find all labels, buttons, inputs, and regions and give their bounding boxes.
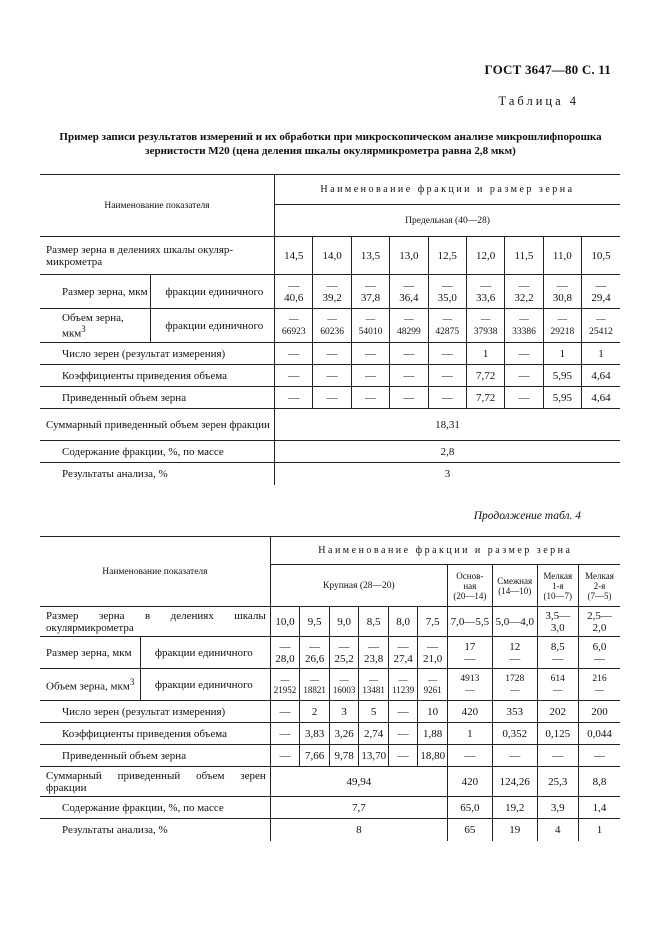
t2-cell: 200 (578, 701, 620, 723)
t1-cell: 2,8 (275, 441, 620, 463)
t2-cell: — (388, 701, 418, 723)
t1-cell: — (351, 365, 389, 387)
t2-cell: 17 — (447, 637, 492, 669)
t2-cell: 7,5 (418, 607, 448, 637)
t2-row-red-vol (40, 745, 620, 767)
t2-row-coef (40, 723, 620, 745)
t1-cell: — (275, 387, 313, 409)
t2-cell: 8,8 (578, 767, 620, 797)
t2-cell: — 21,0 (418, 637, 448, 669)
t1-cell: 14,5 (275, 237, 313, 275)
t1-cell: — 33386 (505, 309, 543, 343)
t1-row-content (40, 441, 620, 463)
t2-cell: — 21952 (270, 669, 300, 701)
t2-col-head: Наименование показателя (40, 537, 270, 607)
t1-cell: — 37,8 (351, 275, 389, 309)
t2-row-volume (40, 669, 620, 701)
t2-row-label: Содержание фракции, %, по массе (40, 797, 270, 819)
t2-cell: 202 (537, 701, 578, 723)
t2-cell: 4913 — (447, 669, 492, 701)
t1-cell: 13,0 (390, 237, 428, 275)
t2-cell: — (537, 745, 578, 767)
t2-cell: — (447, 745, 492, 767)
t2-cell: 4 (537, 819, 578, 841)
t1-cell: — 25412 (582, 309, 620, 343)
t1-row-volume (40, 309, 620, 343)
t1-cell: 13,5 (351, 237, 389, 275)
t2-cell: 2,74 (359, 723, 389, 745)
t1-cell: — (428, 365, 466, 387)
t2-cell: 7,7 (270, 797, 447, 819)
t1-cell: 4,64 (582, 365, 620, 387)
t1-cell: — 35,0 (428, 275, 466, 309)
t1-row-sublabel: фракции единичного (151, 275, 275, 309)
t1-cell: — (313, 365, 351, 387)
t2-row-label: Число зерен (результат измерения) (40, 701, 270, 723)
t1-cell: — 29218 (543, 309, 581, 343)
t2-cell: 8,0 (388, 607, 418, 637)
t1-cell: — 42875 (428, 309, 466, 343)
t2-row-sublabel: фракции единичного (140, 637, 270, 669)
t1-cell: — 40,6 (275, 275, 313, 309)
t2-sub-mel2: Мелкая 2-я (7—5) (578, 565, 620, 607)
t2-cell: 353 (492, 701, 537, 723)
t1-cell: 5,95 (543, 365, 581, 387)
t1-cell: — (351, 387, 389, 409)
t2-cell: 19,2 (492, 797, 537, 819)
t2-cell: 13,70 (359, 745, 389, 767)
t2-row-label: Суммарный приведенный объем зерен фракции (40, 767, 270, 797)
t2-cell: 9,78 (329, 745, 359, 767)
t2-cell: — 13481 (359, 669, 389, 701)
t1-cell: — (275, 343, 313, 365)
t1-cell: 12,0 (466, 237, 504, 275)
t2-cell: — 26,6 (300, 637, 330, 669)
t1-cell: — (390, 343, 428, 365)
t1-cell: 7,72 (466, 365, 504, 387)
t2-cell: 25,3 (537, 767, 578, 797)
t2-cell: 3,83 (300, 723, 330, 745)
t2-cell: 8 (270, 819, 447, 841)
t2-cell: 3,9 (537, 797, 578, 819)
t1-cell: — (313, 387, 351, 409)
t2-cell: 49,94 (270, 767, 447, 797)
t2-cell: 5 (359, 701, 389, 723)
t1-row-size-um (40, 275, 620, 309)
t1-cell: — (390, 387, 428, 409)
t1-row-label: Содержание фракции, %, по массе (40, 441, 275, 463)
t1-row-result (40, 463, 620, 485)
t1-row-count (40, 343, 620, 365)
t2-cell: — 16003 (329, 669, 359, 701)
t2-row-label: Размер зерна, мкм (40, 637, 140, 669)
t2-row-sum (40, 767, 620, 797)
t1-row-red-vol (40, 387, 620, 409)
t2-cell: 124,26 (492, 767, 537, 797)
t1-cell: 14,0 (313, 237, 351, 275)
t1-cell: — (428, 387, 466, 409)
table-2 (40, 536, 620, 841)
t2-cell: 5,0—4,0 (492, 607, 537, 637)
t1-cell: — 36,4 (390, 275, 428, 309)
t2-cell: — 11239 (388, 669, 418, 701)
t2-row-label: Объем зерна, мкм$^3$ (40, 669, 140, 701)
t1-cell: — (428, 343, 466, 365)
t1-cell: — 39,2 (313, 275, 351, 309)
table-title-line-2: зернистости М20 (цена деления шкалы окулярмикрометра равна 2,8 мкм) (145, 145, 516, 157)
t1-row-sublabel: фракции единичного (151, 309, 275, 343)
t2-cell: — (492, 745, 537, 767)
t2-cell: 7,66 (300, 745, 330, 767)
t2-cell: — (270, 723, 300, 745)
t1-cell: — (313, 343, 351, 365)
t1-cell: — (275, 365, 313, 387)
t2-cell: — (578, 745, 620, 767)
t1-cell: 4,64 (582, 387, 620, 409)
t2-cell: 9,5 (300, 607, 330, 637)
t2-row-size-um (40, 637, 620, 669)
t2-cell: 1,88 (418, 723, 448, 745)
t1-cell: 5,95 (543, 387, 581, 409)
table-title-line-1: Пример записи результатов измерений и их обработки при микроскопическом анализе микрошлифпорошка (59, 131, 602, 143)
t2-row-sublabel: фракции единичного (140, 669, 270, 701)
table-title (40, 130, 621, 158)
t1-cell: — (505, 387, 543, 409)
t1-cell: — 32,2 (505, 275, 543, 309)
table-label: Таблица 4 (498, 94, 579, 108)
t2-row-label: Приведенный объем зерна (40, 745, 270, 767)
t1-cell: 10,5 (582, 237, 620, 275)
t2-row-label: Коэффициенты приведения объема (40, 723, 270, 745)
t2-cell: — (270, 701, 300, 723)
t1-cell: — 33,6 (466, 275, 504, 309)
t1-cell: — 30,8 (543, 275, 581, 309)
t2-cell: 3,5—3,0 (537, 607, 578, 637)
t1-cell: 1 (466, 343, 504, 365)
continuation-label: Продолжение табл. 4 (473, 510, 581, 522)
t1-row-label: Суммарный приведенный объем зерен фракции (40, 409, 275, 441)
page-header: ГОСТ 3647—80 С. 11 (484, 62, 611, 77)
t1-row-label: Объем зерна, мкм$^3$ (40, 309, 151, 343)
t1-cell: 3 (275, 463, 620, 485)
t1-cell: 1 (582, 343, 620, 365)
t2-row-content (40, 797, 620, 819)
t2-cell: 614 — (537, 669, 578, 701)
t2-cell: — 23,8 (359, 637, 389, 669)
t2-cell: 1728 — (492, 669, 537, 701)
t2-row-size-div (40, 607, 620, 637)
t2-cell: — 28,0 (270, 637, 300, 669)
t2-cell: — 18821 (300, 669, 330, 701)
t1-row-label: Число зерен (результат измерения) (40, 343, 275, 365)
t2-cell: — (388, 745, 418, 767)
t2-cell: 65 (447, 819, 492, 841)
t2-sub-osn: Основ- ная (20—14) (447, 565, 492, 607)
t2-sub-mel1: Мелкая 1-я (10—7) (537, 565, 578, 607)
t2-cell: 1,4 (578, 797, 620, 819)
t1-cell: — 37938 (466, 309, 504, 343)
t2-cell: 6,0 — (578, 637, 620, 669)
t1-cell: 11,0 (543, 237, 581, 275)
t1-cell: — (351, 343, 389, 365)
t2-cell: — 27,4 (388, 637, 418, 669)
t2-cell: 420 (447, 767, 492, 797)
t1-sub-head: Предельная (40—28) (275, 205, 620, 237)
t2-row-result (40, 819, 620, 841)
t2-cell: — 9261 (418, 669, 448, 701)
t2-cell: 1 (578, 819, 620, 841)
t1-row-sum (40, 409, 620, 441)
t2-cell: 2,5—2,0 (578, 607, 620, 637)
t1-cell: — 29,4 (582, 275, 620, 309)
t1-cell: 11,5 (505, 237, 543, 275)
t1-row-label: Размер зерна, мкм (40, 275, 151, 309)
t2-group-head: Наименование фракции и размер зерна (270, 537, 620, 565)
t2-cell: 216 — (578, 669, 620, 701)
t1-group-head: Наименование фракции и размер зерна (275, 175, 620, 205)
t1-row-label: Результаты анализа, % (40, 463, 275, 485)
t2-cell: 8,5 — (537, 637, 578, 669)
t2-cell: — (388, 723, 418, 745)
t1-row-label: Приведенный объем зерна (40, 387, 275, 409)
t2-cell: 65,0 (447, 797, 492, 819)
t2-cell: 0,125 (537, 723, 578, 745)
t2-cell: 420 (447, 701, 492, 723)
t2-cell: 9,0 (329, 607, 359, 637)
t1-cell: — (390, 365, 428, 387)
table-1 (40, 174, 620, 485)
t2-cell: 8,5 (359, 607, 389, 637)
t1-cell: — 66923 (275, 309, 313, 343)
t1-cell: — (505, 343, 543, 365)
t2-cell: 10,0 (270, 607, 300, 637)
t1-cell: 18,31 (275, 409, 620, 441)
t1-row-coef (40, 365, 620, 387)
t2-row-count (40, 701, 620, 723)
t1-cell: 1 (543, 343, 581, 365)
t2-cell: 10 (418, 701, 448, 723)
t1-col-head: Наименование показателя (40, 175, 275, 237)
t1-cell: — (505, 365, 543, 387)
t1-cell: — 60236 (313, 309, 351, 343)
t1-cell: 12,5 (428, 237, 466, 275)
t2-cell: 3 (329, 701, 359, 723)
t2-cell: 0,352 (492, 723, 537, 745)
t2-cell: 3,26 (329, 723, 359, 745)
t2-sub-smezh: Смежная (14—10) (492, 565, 537, 607)
t2-cell: 12 — (492, 637, 537, 669)
t2-row-label: Результаты анализа, % (40, 819, 270, 841)
t2-cell: 2 (300, 701, 330, 723)
t2-cell: 19 (492, 819, 537, 841)
t2-cell: — 25,2 (329, 637, 359, 669)
t2-cell: 0,044 (578, 723, 620, 745)
t1-row-size-div (40, 237, 620, 275)
t2-cell: 1 (447, 723, 492, 745)
t1-row-label: Коэффициенты приведения объема (40, 365, 275, 387)
t1-cell: — 54010 (351, 309, 389, 343)
t2-sub-krup: Крупная (28—20) (270, 565, 447, 607)
t2-row-label: Размер зерна в делениях шкалы окулярмикрометра (40, 607, 270, 637)
t2-cell: — (270, 745, 300, 767)
t1-cell: — 48299 (390, 309, 428, 343)
t2-cell: 7,0—5,5 (447, 607, 492, 637)
t2-cell: 18,80 (418, 745, 448, 767)
t1-row-label: Размер зерна в делениях шкалы окуляр-микрометра (40, 237, 275, 275)
t1-cell: 7,72 (466, 387, 504, 409)
